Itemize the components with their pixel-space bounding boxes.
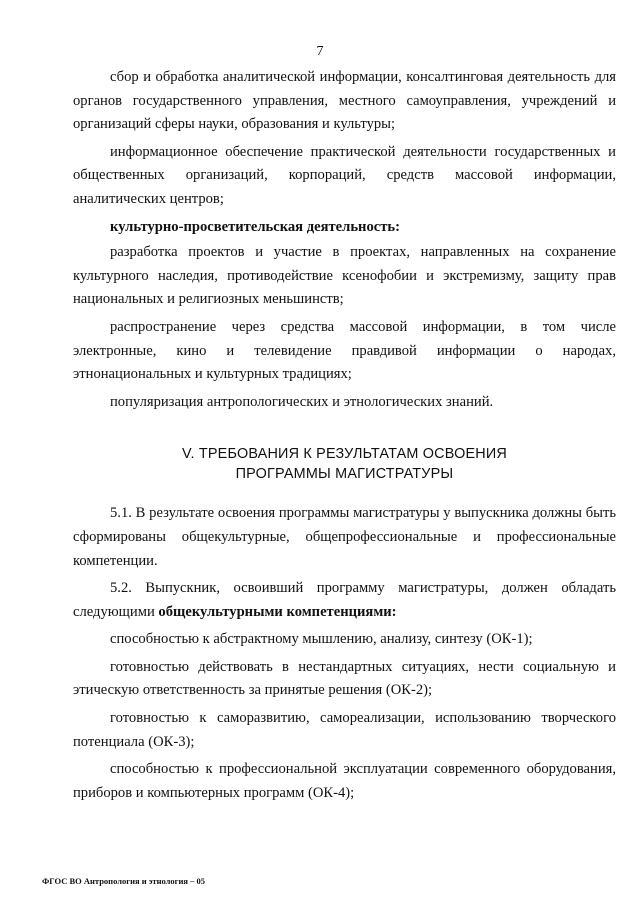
section-title (73, 444, 616, 484)
competency-ok-4: способностью к профессиональной эксплуатации современного оборудования, приборов и компьютерных программ (ОК-4); (73, 761, 616, 801)
paragraph-heritage: разработка проектов и участие в проектах, направленных на сохранение культурного наследия, противодействие ксенофобии и экстремизму, защиту прав национальных и религиозных меньшинств; (73, 244, 616, 308)
section-title-line-2: ПРОГРАММЫ МАГИСТРАТУРЫ (235, 466, 454, 483)
paragraph-5-1: 5.1. В результате освоения программы магистратуры у выпускника должны быть сформированы общекультурные, общепрофессиональные и профессиональные компетенции. (73, 505, 616, 569)
paragraph-media: распространение через средства массовой информации, в том числе электронные, кино и телевидение правдивой информации о народах, этнонациональных и культурных традициях; (73, 318, 616, 383)
activity-heading: культурно-просветительская деятельность: (110, 218, 400, 235)
footer-note: ФГОС ВО Антропология и этнология – 05 (42, 876, 205, 886)
paragraph-5-2-lead: 5.2. Выпускник, освоивший программу магистратуры, должен обладать следующими (73, 580, 616, 620)
paragraph-popularization: популяризация антропологических и этнологических знаний. (110, 393, 494, 410)
paragraph-analytics: сбор и обработка аналитической информации, консалтинговая деятельность для органов государственного управления, местного самоуправления, учреждений и организаций сферы науки, образования и культуры; (73, 69, 616, 133)
section-title-line-1: V. ТРЕБОВАНИЯ К РЕЗУЛЬТАТАМ ОСВОЕНИЯ (182, 446, 507, 463)
competency-ok-2: готовностью действовать в нестандартных ситуациях, нести социальную и этическую ответственность за принятые решения (ОК-2); (73, 658, 616, 699)
page-number: 7 (316, 44, 324, 59)
paragraph-5-2-bold: общекультурными компетенциями: (158, 603, 397, 620)
paragraph-5-2 (73, 577, 616, 624)
competency-ok-1: способностью к абстрактному мышлению, анализу, синтезу (ОК-1); (110, 631, 533, 648)
paragraph-info-support: информационное обеспечение практической деятельности государственных и общественных организаций, корпораций, средств массовой информации, аналитических центров; (73, 143, 616, 207)
document-body (73, 66, 616, 809)
competency-ok-3: готовностью к саморазвитию, самореализации, использованию творческого потенциала (ОК-3); (73, 710, 616, 750)
